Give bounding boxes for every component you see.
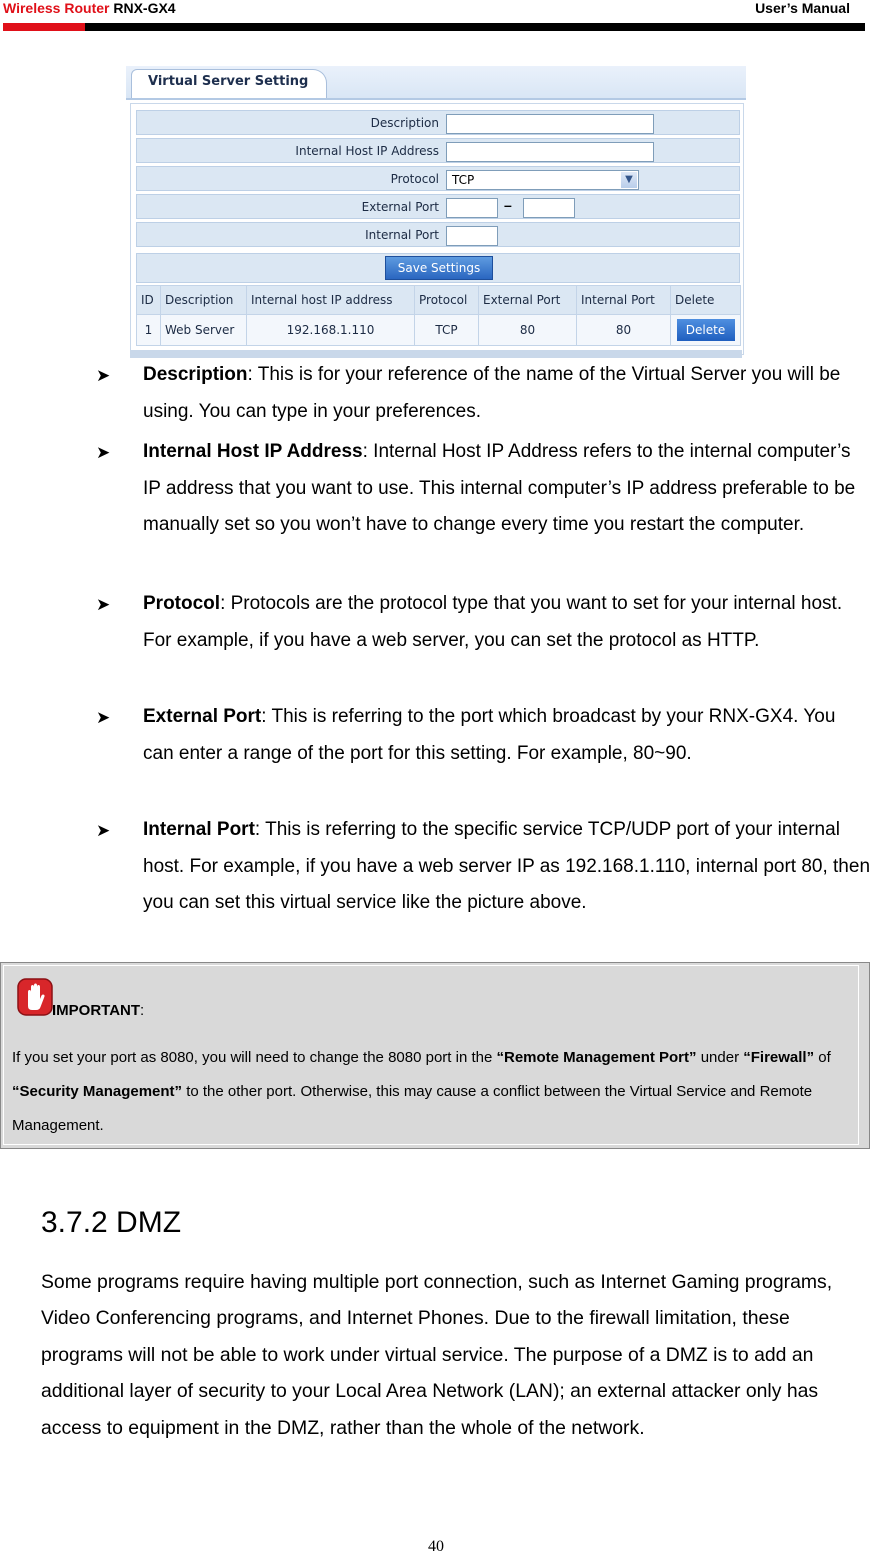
bullet-text: : Internal Host IP Address refers to the internal computer’s IP address that you want to use. This internal computer’s IP address preferable to be manually set so you won’t have to change every time you restart the computer. (143, 441, 856, 536)
external-port-label: External Port (361, 200, 439, 214)
description-row (136, 110, 740, 135)
bullet-term: Internal Host IP Address (143, 441, 363, 462)
table-row (137, 315, 741, 346)
bullet-text: : This is for your reference of the name of the Virtual Server you will be using. You can type in your preferences. (143, 364, 841, 422)
table-header-row (137, 286, 741, 315)
bullet-arrow-icon: ➤ (96, 708, 111, 727)
bullet-arrow-icon: ➤ (96, 821, 111, 840)
col-header-protocol: Protocol (415, 286, 479, 315)
cell-internal-port: 80 (577, 315, 671, 346)
header-rule-black (85, 23, 865, 31)
internal-port-label: Internal Port (365, 228, 439, 242)
cell-id: 1 (137, 315, 161, 346)
col-header-external-port: External Port (479, 286, 577, 315)
virtual-server-screenshot (126, 66, 746, 358)
chevron-down-icon[interactable]: ▼ (621, 172, 637, 188)
external-port-row (136, 194, 740, 219)
external-port-start-input[interactable] (446, 198, 498, 218)
cell-description: Web Server (161, 315, 247, 346)
header-rule-red (3, 23, 85, 31)
tab-virtual-server-setting[interactable]: Virtual Server Setting (131, 69, 327, 98)
col-header-id: ID (137, 286, 161, 315)
bullet-term: Protocol (143, 593, 221, 614)
port-range-separator: – (504, 197, 512, 213)
important-title: IMPORTANT: (52, 1002, 145, 1019)
bullet-term: External Port (143, 706, 262, 727)
protocol-selected-value: TCP (452, 173, 475, 187)
internal-port-input[interactable] (446, 226, 498, 246)
tab-strip (126, 66, 746, 100)
header-title (3, 0, 176, 16)
col-header-ip: Internal host IP address (247, 286, 415, 315)
description-label: Description (370, 116, 439, 130)
bullet-term: Description (143, 364, 248, 385)
bullet-text: : This is referring to the port which broadcast by your RNX-GX4. You can enter a range of the port for this setting. For example, 80~90. (143, 706, 836, 764)
col-header-delete: Delete (671, 286, 741, 315)
bullet-text: : Protocols are the protocol type that you want to set for your internal host. For example, if you have a web server, you can set the protocol as HTTP. (143, 593, 843, 651)
save-row (136, 253, 740, 283)
stop-hand-icon (17, 978, 53, 1016)
protocol-label: Protocol (390, 172, 439, 186)
header-manual: User’s Manual (755, 0, 850, 16)
delete-button[interactable]: Delete (677, 319, 735, 341)
col-header-description: Description (161, 286, 247, 315)
external-port-end-input[interactable] (523, 198, 575, 218)
save-settings-button[interactable]: Save Settings (385, 256, 493, 280)
important-text: If you set your port as 8080, you will need to change the 8080 port in the “Remote Management Port” under “Firewall” of “Security Management” to the other port. Otherwise, this may cause a conflict between the Virtual Service and Remote Management. (12, 1049, 831, 1134)
col-header-internal-port: Internal Port (577, 286, 671, 315)
protocol-row (136, 166, 740, 191)
bullet-text: : This is referring to the specific service TCP/UDP port of your internal host. For example, if you have a web server IP as 192.168.1.110, internal port 80, then you can set this virtual service like the picture above. (143, 819, 871, 914)
cell-ip: 192.168.1.110 (247, 315, 415, 346)
cell-delete (671, 315, 741, 346)
internal-ip-label: Internal Host IP Address (295, 144, 439, 158)
bullet-arrow-icon: ➤ (96, 443, 111, 462)
internal-ip-row (136, 138, 740, 163)
bullet-arrow-icon: ➤ (96, 366, 111, 385)
section-body: Some programs require having multiple port connection, such as Internet Gaming programs, Video Conferencing programs, and Internet Phones. Due to the firewall limitation, these programs will not be able to work under virtual service. The purpose of a DMZ is to add an additional layer of security to your Local Area Network (LAN); an external attacker only has access to equipment in the DMZ, rather than the whole of the network. (41, 1271, 833, 1439)
page-number: 40 (428, 1538, 444, 1555)
cell-protocol: TCP (415, 315, 479, 346)
internal-ip-input[interactable] (446, 142, 654, 162)
description-input[interactable] (446, 114, 654, 134)
header-brand: Wireless Router (3, 0, 110, 16)
cell-external-port: 80 (479, 315, 577, 346)
bullet-term: Internal Port (143, 819, 255, 840)
section-title: 3.7.2 DMZ (41, 1206, 182, 1239)
bullet-arrow-icon: ➤ (96, 595, 111, 614)
virtual-server-table (136, 285, 741, 346)
header-model: RNX-GX4 (113, 0, 176, 16)
protocol-select[interactable] (446, 170, 639, 190)
internal-port-row (136, 222, 740, 247)
settings-form (130, 103, 744, 355)
